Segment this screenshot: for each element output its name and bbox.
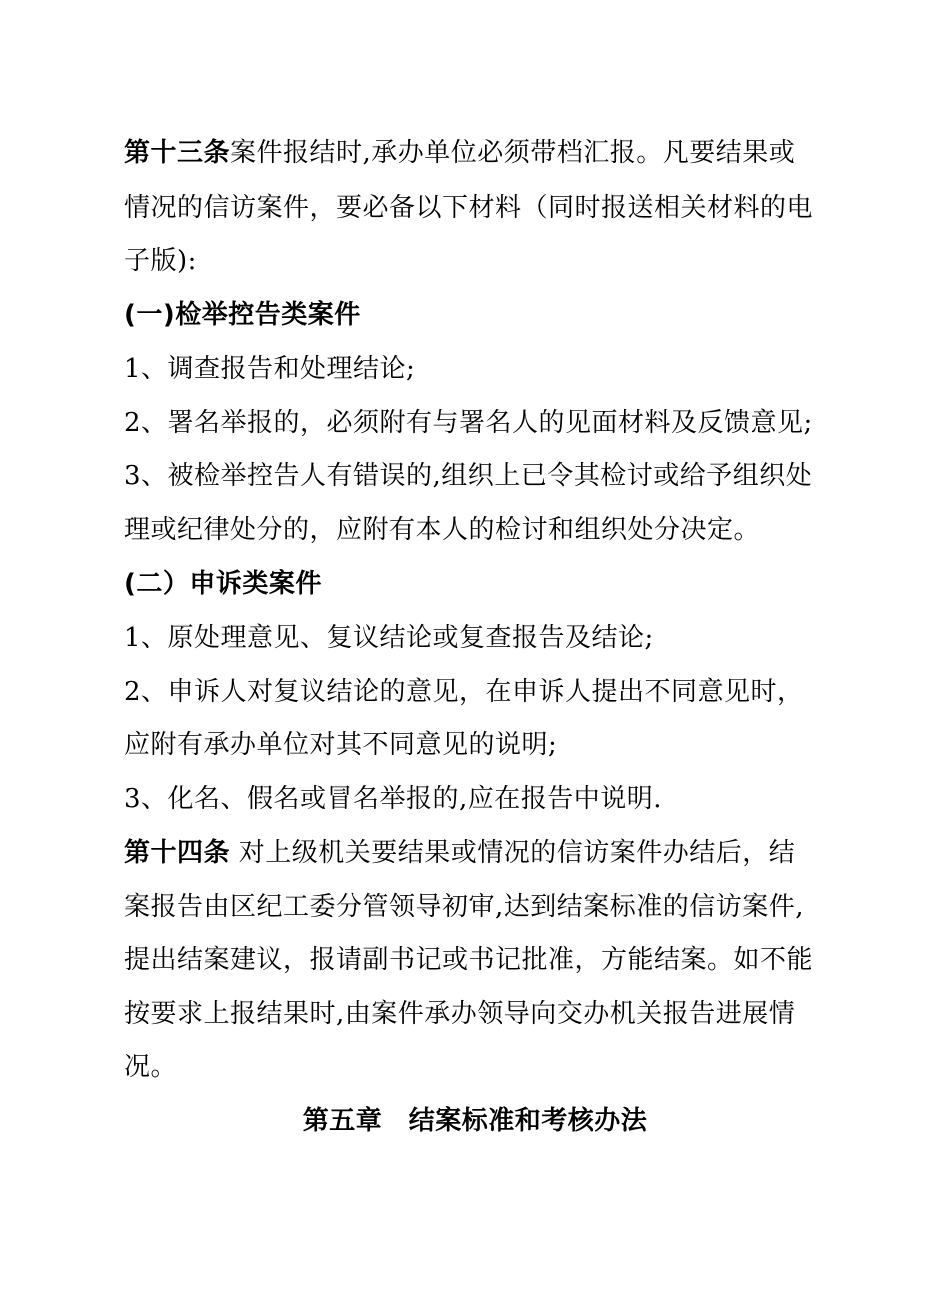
article-14-line-5: 况。: [124, 1052, 178, 1082]
article-14-line-3: 提出结案建议，报请副书记或书记批准，方能结案。如不能: [124, 945, 814, 975]
article-14-heading: 第十四条: [124, 838, 231, 868]
section-2-item-2: 2、申诉人对复议结论的意见，在申诉人提出不同意见时，: [124, 677, 804, 707]
article-13-heading: 第十三条: [124, 138, 231, 168]
section-2-item-3: 3、化名、假名或冒名举报的,应在报告中说明.: [124, 784, 663, 814]
section-1-title: (一)检举控告类案件: [124, 300, 361, 330]
section-2-item-1: 1、原处理意见、复议结论或复查报告及结论;: [124, 623, 654, 653]
section-2-title: (二）申诉类案件: [124, 569, 322, 599]
section-1-item-2: 2、署名举报的，必须附有与署名人的见面材料及反馈意见;: [124, 408, 813, 438]
section-1-item-1: 1、调查报告和处理结论;: [124, 354, 416, 384]
chapter-5-title: 第五章 结案标准和考核办法: [302, 1106, 648, 1136]
article-14-text-1: 对上级机关要结果或情况的信访案件办结后，结: [230, 838, 796, 868]
article-13-line-3: 子版):: [124, 246, 197, 276]
article-13-text-1: 案件报结时,承办单位必须带档汇报。凡要结果或: [230, 138, 796, 168]
section-1-item-3: 3、被检举控告人有错误的,组织上已令其检讨或给予组织处: [124, 461, 813, 491]
article-14-line-1: [124, 835, 840, 871]
article-14-line-2: 案报告由区纪工委分管领导初审,达到结案标准的信访案件,: [124, 892, 805, 922]
article-13-line-1: [124, 135, 840, 171]
article-14-line-4: 按要求上报结果时,由案件承办领导向交办机关报告进展情: [124, 999, 796, 1029]
article-13-line-2: 情况的信访案件，要必备以下材料（同时报送相关材料的电: [124, 193, 814, 223]
section-2-item-2-cont: 应附有承办单位对其不同意见的说明;: [124, 730, 558, 760]
section-1-item-3-cont: 理或纪律处分的，应附有本人的检讨和组织处分决定。: [124, 515, 761, 545]
